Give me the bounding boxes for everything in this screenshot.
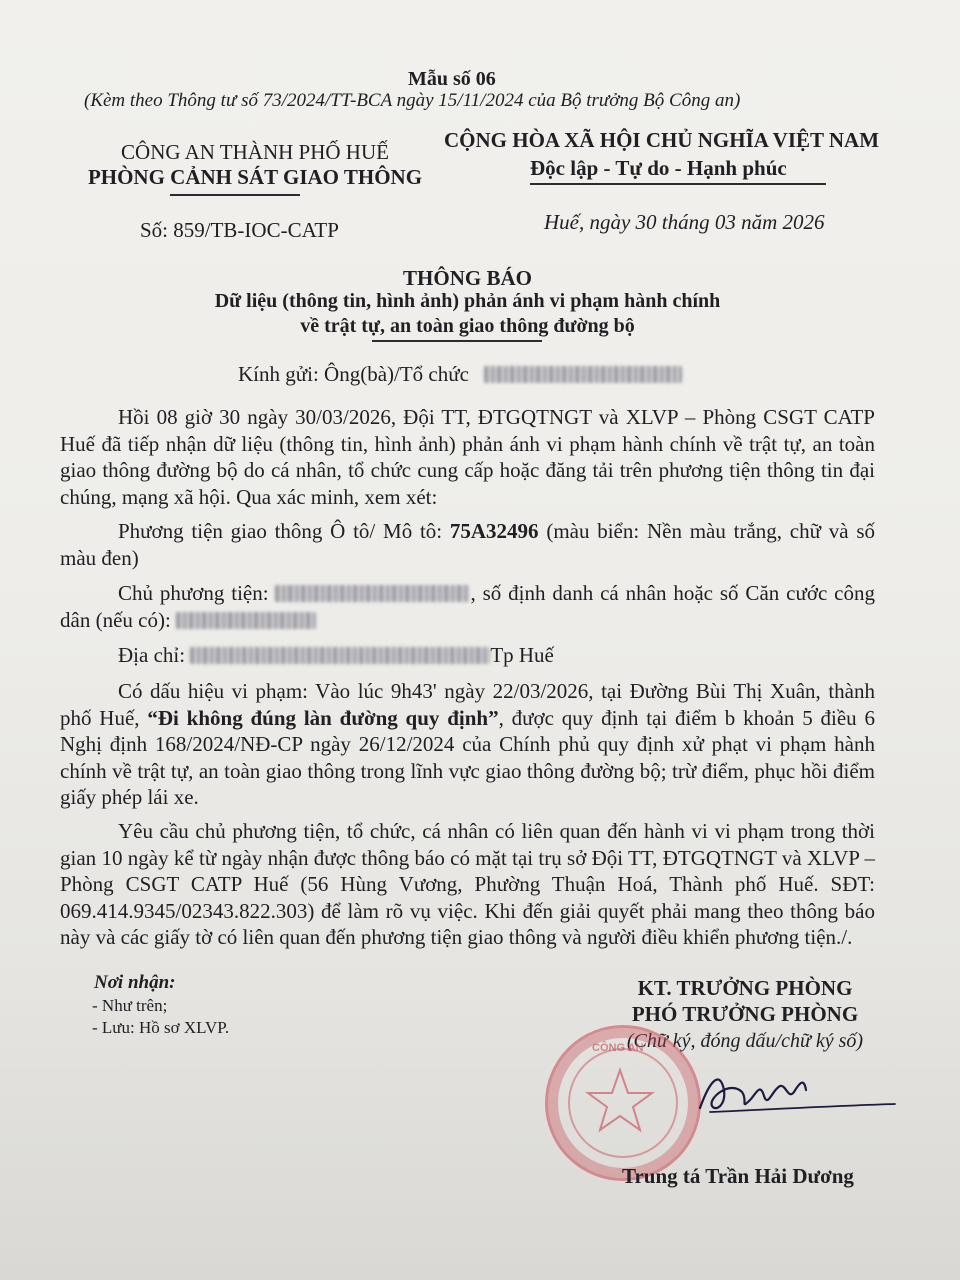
- owner-prefix: Chủ phương tiện:: [118, 581, 276, 605]
- recipients-item-2: - Lưu: Hồ sơ XLVP.: [92, 1018, 230, 1037]
- redacted-owner-name: [275, 585, 470, 602]
- department-name: PHÒNG CẢNH SÁT GIAO THÔNG: [87, 165, 423, 189]
- paragraph-request: Yêu cầu chủ phương tiện, tổ chức, cá nhân có liên quan đến hành vi vi phạm trong thời gian 10 ngày kể từ ngày nhận được thông báo có mặt tại trụ sở Đội TT, ĐTGQTNGT và XLVP – Phòng CSGT CATP Huế (56 Hùng Vương, Phường Thuận Hoá, Thành phố Huế. SĐT: 069.414.9345/02343.822.303) để làm rõ vụ việc. Khi đến giải quyết phải mang theo thông báo này và các giấy tờ có liên quan đến phương tiện giao thông và người điều khiển phương tiện./.: [60, 819, 875, 949]
- recipients-item-1: - Như trên;: [92, 996, 168, 1015]
- department-underline: [170, 194, 300, 196]
- violation-suffix: , được quy định tại điểm b khoản 5 điều 6 Nghị định 168/2024/NĐ-CP ngày 26/12/2024 của Chính phủ quy định xử phạt vi phạm hành chính về trật tự, an toàn giao thông trong lĩnh vực giao thông đường bộ; trừ điểm, phục hồi điểm giấy phép lái xe.: [60, 705, 875, 809]
- agency-name: CÔNG AN THÀNH PHỐ HUẾ: [121, 140, 389, 164]
- license-plate: 75A32496: [449, 519, 539, 543]
- address-suffix: Tp Huế: [490, 643, 554, 667]
- place-and-date: Huế, ngày 30 tháng 03 năm 2026: [544, 210, 825, 234]
- notice-subtitle-line1: Dữ liệu (thông tin, hình ảnh) phản ánh vi phạm hành chính: [214, 290, 721, 312]
- paragraph-address: [60, 642, 875, 669]
- paragraph-receipt: Hồi 08 giờ 30 ngày 30/03/2026, Đội TT, ĐTGQTNGT và XLVP – Phòng CSGT CATP Huế đã tiếp nhận dữ liệu (thông tin, hình ảnh) phản ánh vi phạm hành chính về trật tự, an toàn giao thông đường bộ do cá nhân, tổ chức cung cấp hoặc đăng tải trên phương tiện thông tin đại chúng, mạng xã hội. Qua xác minh, xem xét:: [60, 405, 875, 509]
- signature-title-2: PHÓ TRƯỞNG PHÒNG: [631, 1002, 859, 1026]
- title-underline: [372, 340, 542, 342]
- recipients-heading: Nơi nhận:: [94, 972, 176, 993]
- national-motto: Độc lập - Tự do - Hạnh phúc: [530, 156, 787, 180]
- seal-star-icon: [545, 1025, 695, 1175]
- greeting-line: [238, 362, 682, 387]
- handwritten-signature: [690, 1060, 900, 1130]
- paragraph-violation: [60, 678, 875, 811]
- redacted-id-number: [176, 612, 316, 629]
- official-seal: [545, 1025, 701, 1181]
- form-attachment-note: (Kèm theo Thông tư số 73/2024/TT-BCA ngày 15/11/2024 của Bộ trưởng Bộ Công an): [84, 90, 741, 111]
- violation-prefix: Có dấu hiệu vi phạm: Vào lúc 9h43' ngày 22/03/2026, tại Đường Bùi Thị Xuân, thành phố Huế,: [60, 679, 875, 730]
- country-name: CỘNG HÒA XÃ HỘI CHỦ NGHĨA VIỆT NAM: [444, 128, 880, 152]
- violation-name: “Đi không đúng làn đường quy định”: [147, 705, 499, 730]
- vehicle-suffix: (màu biển: Nền màu trắng, chữ và số màu đen): [60, 519, 875, 570]
- form-number: Mẫu số 06: [408, 68, 496, 90]
- seal-ring-text: CÔNG AN: [592, 1042, 644, 1054]
- document-number: Số: 859/TB-IOC-CATP: [140, 218, 339, 242]
- owner-suffix: , số định danh cá nhân hoặc số Căn cước công dân (nếu có):: [60, 581, 875, 632]
- greeting-label: Kính gửi: Ông(bà)/Tổ chức: [238, 362, 469, 386]
- signature-note: (Chữ ký, đóng dấu/chữ ký số): [626, 1030, 864, 1052]
- vehicle-prefix: Phương tiện giao thông Ô tô/ Mô tô:: [118, 519, 450, 543]
- signature-title-1: KT. TRƯỞNG PHÒNG: [637, 976, 853, 1000]
- notice-title: THÔNG BÁO: [403, 266, 532, 290]
- paragraph-owner: [60, 580, 875, 633]
- address-prefix: Địa chỉ:: [118, 643, 191, 667]
- motto-underline: [530, 183, 826, 185]
- redacted-address: [190, 647, 490, 664]
- redacted-recipient: [484, 366, 682, 383]
- signer-name: Trung tá Trần Hải Dương: [622, 1164, 854, 1188]
- paragraph-vehicle: [60, 518, 875, 571]
- notice-subtitle-line2: về trật tự, an toàn giao thông đường bộ: [300, 315, 635, 337]
